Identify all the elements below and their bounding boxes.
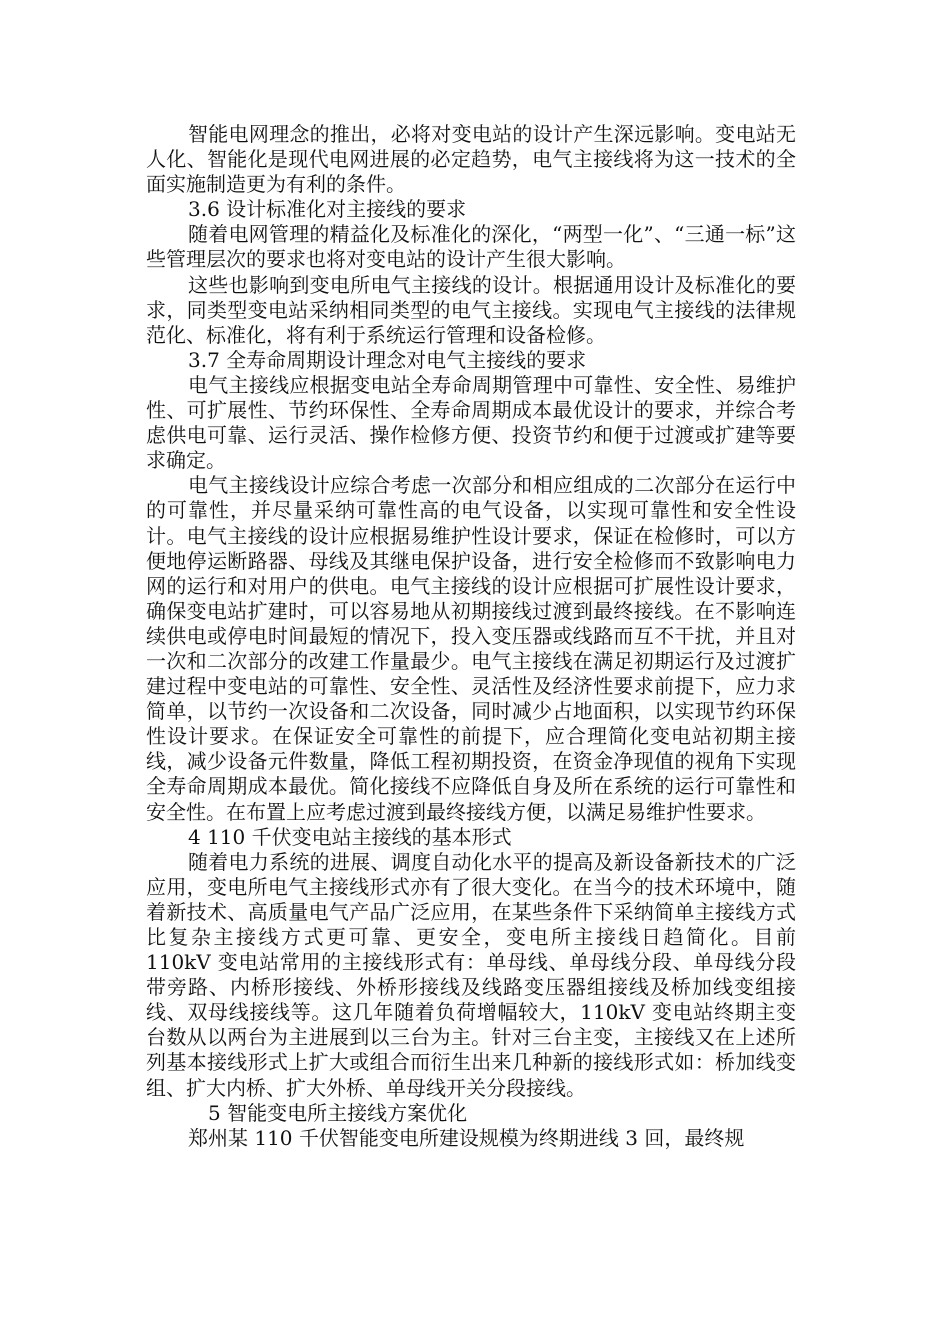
- document-page: [146, 122, 796, 1151]
- heading-5: 5 智能变电所主接线方案优化: [208, 1100, 468, 1125]
- paragraph-smart-grid: 智能电网理念的推出，必将对变电站的设计产生深远影响。变电站无人化、智能化是现代电网进展的必定趋势，电气主接线将为这一技术的全面实施制造更为有利的条件。: [146, 122, 796, 197]
- heading-3-7: 3.7 全寿命周期设计理念对电气主接线的要求: [188, 347, 587, 372]
- heading-3-6: 3.6 设计标准化对主接线的要求: [188, 197, 467, 222]
- paragraph-lifecycle-design: 电气主接线设计应综合考虑一次部分和相应组成的二次部分在运行中的可靠性，并尽量采纳可靠性高的电气设备，以实现可靠性和安全性设计。电气主接线的设计应根据易维护性设计要求，保证在检修时，可以方便地停运断路器、母线及其继电保护设备，进行安全检修而不致影响电力网的运行和对用户的供电。电气主接线的设计应根据可扩展性设计要求，确保变电站扩建时，可以容易地从初期接线过渡到最终接线。在不影响连续供电或停电时间最短的情况下，投入变压器或线路而互不干扰，并且对一次和二次部分的改建工作量最少。电气主接线在满足初期运行及过渡扩建过程中变电站的可靠性、安全性、灵活性及经济性要求前提下，应力求简单，以节约一次设备和二次设备，同时减少占地面积，以实现节约环保性设计要求。在保证安全可靠性的前提下，应合理简化变电站初期主接线，减少设备元件数量，降低工程初期投资，在资金净现值的视角下实现全寿命周期成本最优。简化接线不应降低自身及所在系统的运行可靠性和安全性。在布置上应考虑过渡到最终接线方便，以满足易维护性要求。: [146, 473, 796, 824]
- paragraph-general-design: 这些也影响到变电所电气主接线的设计。根据通用设计及标准化的要求，同类型变电站采纳相同类型的电气主接线。实现电气主接线的法律规范化、标准化，将有利于系统运行管理和设备检修。: [146, 272, 796, 347]
- paragraph-standardization: 随着电网管理的精益化及标准化的深化，“两型一化”、“三通一标”这些管理层次的要求也将对变电站的设计产生很大影响。: [146, 222, 796, 272]
- paragraph-basic-forms: 随着电力系统的进展、调度自动化水平的提高及新设备新技术的广泛应用，变电所电气主接线形式亦有了很大变化。在当今的技术环境中，随着新技术、高质量电气产品广泛应用，在某些条件下采纳简单主接线方式比复杂主接线方式更可靠、更安全，变电所主接线日趋简化。目前 110kV 变电站常用的主接线形式有：单母线、单母线分段、单母线分段带旁路、内桥形接线、外桥形接线及线路变压器组接线及桥加线变组接线、双母线接线等。这几年随着负荷增幅较大，110kV 变电站终期主变台数从以两台为主进展到以三台为主。针对三台主变，主接线又在上述所列基本接线形式上扩大或组合而衍生出来几种新的接线形式如：桥加线变组、扩大内桥、扩大外桥、单母线开关分段接线。: [146, 849, 796, 1100]
- paragraph-lifecycle-requirements: 电气主接线应根据变电站全寿命周期管理中可靠性、安全性、易维护性、可扩展性、节约环保性、全寿命周期成本最优设计的要求，并综合考虑供电可靠、运行灵活、操作检修方便、投资节约和便于过渡或扩建等要求确定。: [146, 372, 796, 473]
- paragraph-zhengzhou-case: 郑州某 110 千伏智能变电所建设规模为终期进线 3 回，最终规: [188, 1125, 745, 1150]
- heading-4: 4 110 千伏变电站主接线的基本形式: [188, 824, 512, 849]
